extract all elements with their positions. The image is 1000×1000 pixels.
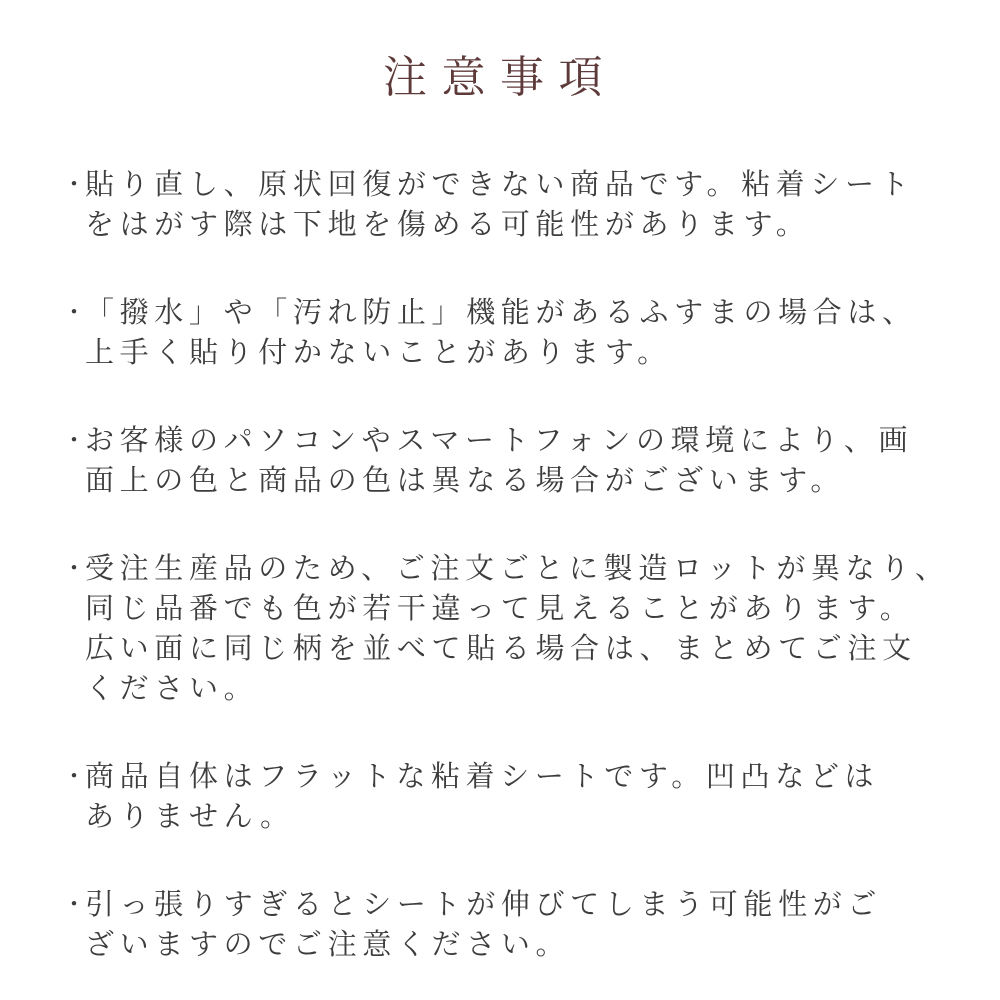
bullet-marker: ・ <box>62 891 86 918</box>
note-text <box>85 421 962 501</box>
note-item <box>62 421 962 501</box>
note-line: 引っ張りすぎるとシートが伸びてしまう可能性がご <box>85 889 883 921</box>
note-line: お客様のパソコンやスマートフォンの環境により、画 <box>85 425 914 457</box>
note-line: 「撥水」や「汚れ防止」機能があるふすまの場合は、 <box>85 297 917 329</box>
note-line: 上手く貼り付かないことがあります。 <box>85 337 672 369</box>
note-line: ください。 <box>85 673 259 705</box>
note-text <box>85 885 962 965</box>
note-line: 面上の色と商品の色は異なる場合がございます。 <box>85 465 846 497</box>
note-item <box>62 757 962 837</box>
note-line: をはがす際は下地を傷める可能性があります。 <box>85 209 811 241</box>
note-item <box>62 885 962 965</box>
bullet-marker: ・ <box>62 299 86 326</box>
note-line: 広い面に同じ柄を並べて貼る場合は、まとめてご注文 <box>85 633 917 665</box>
notes-list <box>62 165 962 965</box>
note-text <box>85 757 962 837</box>
bullet-marker: ・ <box>62 427 86 454</box>
note-line: 同じ品番でも色が若干違って見えることがあります。 <box>85 593 915 625</box>
note-line: ありません。 <box>85 801 295 833</box>
bullet-marker: ・ <box>62 171 86 198</box>
note-line: 商品自体はフラットな粘着シートです。凹凸などは <box>85 761 880 793</box>
note-item <box>62 293 962 373</box>
note-text <box>85 165 962 245</box>
bullet-marker: ・ <box>62 763 86 790</box>
note-text <box>85 293 962 373</box>
page-title: 注意事項 <box>382 53 618 102</box>
note-line: 貼り直し、原状回復ができない商品です。粘着シート <box>85 169 915 201</box>
note-line: ざいますのでご注意ください。 <box>85 929 571 961</box>
note-line: 受注生産品のため、ご注文ごとに製造ロットが異なり、 <box>85 553 950 585</box>
note-item <box>62 549 962 709</box>
note-text <box>85 549 962 709</box>
note-item <box>62 165 962 245</box>
bullet-marker: ・ <box>62 555 86 582</box>
